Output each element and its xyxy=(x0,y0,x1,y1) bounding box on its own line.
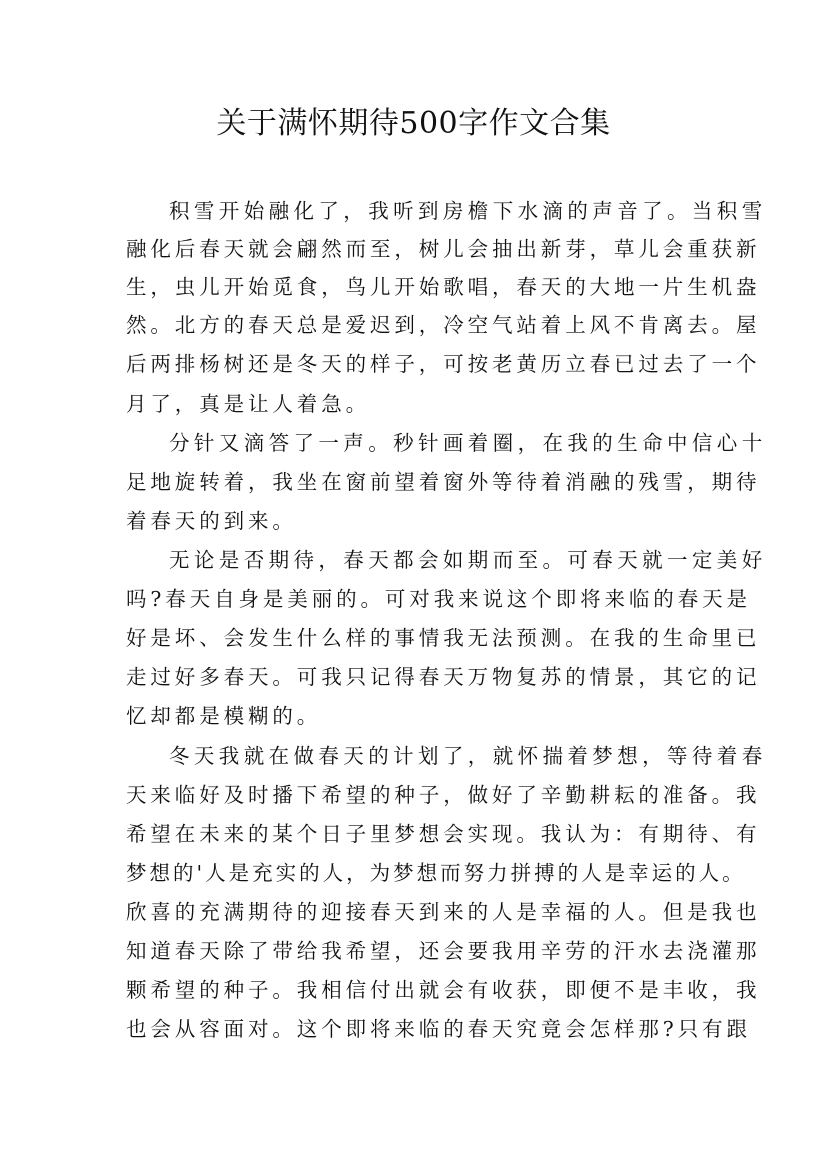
body-line: 然。北方的春天总是爱迟到，冷空气站着上风不肯离去。屋 xyxy=(126,313,761,337)
body-line: 好是坏、会发生什么样的事情我无法预测。在我的生命里已 xyxy=(126,626,761,650)
body-line: 冬天我就在做春天的计划了，就怀揣着梦想，等待着春 xyxy=(169,744,767,768)
body-line: 梦想的'人是充实的人，为梦想而努力拼搏的人是幸运的人。 xyxy=(126,861,746,885)
body-line: 也会从容面对。这个即将来临的春天究竟会怎样那?只有跟 xyxy=(126,1017,751,1041)
body-line: 走过好多春天。可我只记得春天万物复苏的情景，其它的记 xyxy=(126,665,761,689)
body-line: 月了，真是让人着急。 xyxy=(126,392,370,416)
body-line: 忆却都是模糊的。 xyxy=(126,704,322,728)
body-line: 欣喜的充满期待的迎接春天到来的人是幸福的人。但是我也 xyxy=(126,900,761,924)
body-line: 后两排杨树还是冬天的样子，可按老黄历立春已过去了一个 xyxy=(126,352,761,376)
body-line: 积雪开始融化了，我听到房檐下水滴的声音了。当积雪 xyxy=(169,199,767,223)
body-line: 颗希望的种子。我相信付出就会有收获，即便不是丰收，我 xyxy=(126,978,761,1002)
body-line: 知道春天除了带给我希望，还会要我用辛劳的汗水去浇灌那 xyxy=(126,939,761,963)
body-line: 分针又滴答了一声。秒针画着圈，在我的生命中信心十 xyxy=(169,431,767,455)
body-line: 融化后春天就会翩然而至，树儿会抽出新芽，草儿会重获新 xyxy=(126,237,761,261)
body-line: 希望在未来的某个日子里梦想会实现。我认为：有期待、有 xyxy=(126,822,761,846)
body-line: 天来临好及时播下希望的种子，做好了辛勤耕耘的准备。我 xyxy=(126,783,761,807)
document-title: 关于满怀期待500字作文合集 xyxy=(216,106,611,141)
body-line: 吗?春天自身是美丽的。可对我来说这个即将来临的春天是 xyxy=(126,587,751,611)
body-line: 着春天的到来。 xyxy=(126,509,297,533)
body-line: 生，虫儿开始觅食，鸟儿开始歌唱，春天的大地一片生机盎 xyxy=(126,275,761,299)
body-line: 无论是否期待，春天都会如期而至。可春天就一定美好 xyxy=(169,548,767,572)
body-line: 足地旋转着，我坐在窗前望着窗外等待着消融的残雪，期待 xyxy=(126,470,761,494)
